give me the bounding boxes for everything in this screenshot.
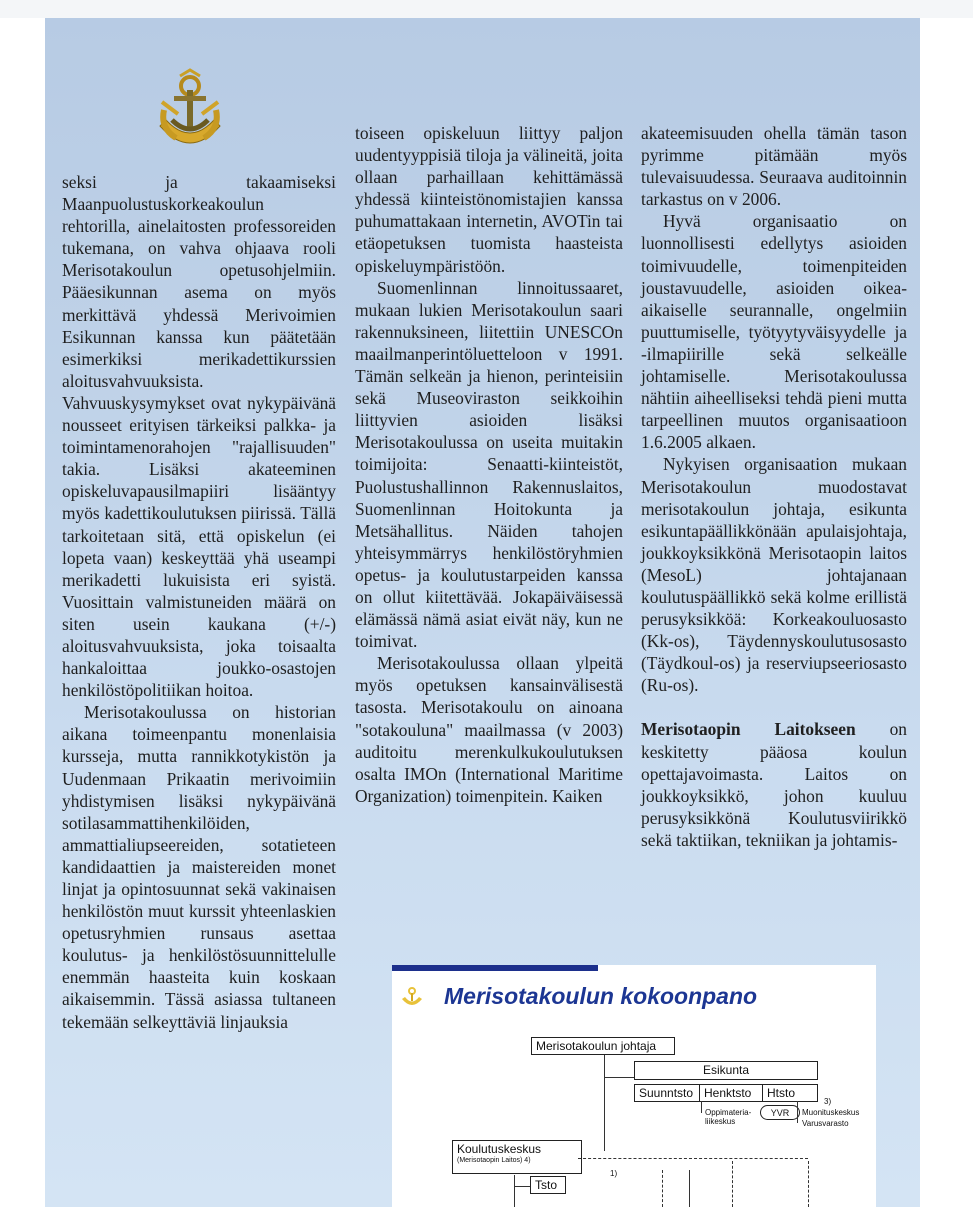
dashed-connector [732, 1161, 733, 1207]
staff-unit-box: Htsto [762, 1084, 818, 1102]
dashed-connector [808, 1161, 809, 1207]
paragraph: akateemisuuden ohella tämän tason pyrimme pitämään myös tulevaisuudessa. Seuraava auditoinnin tarkastus on v 2006. [641, 123, 907, 210]
paragraph [641, 718, 907, 851]
director-box: Merisotakoulun johtaja [531, 1037, 675, 1055]
paragraph: Merisotakoulussa on historian aikana toimeenpantu monenlaisia kursseja, mutta rannikkotykistön ja Uudenmaan Prikaatin merivoimiin yhdistymisen lisäksi nykypäivänä sotilasammattihenkilöiden, ammattialiupseereiden, sotatieteen kandidaattien ja maistereiden monet linjat ja opintosuunnat sekä vakinaisen henkilöstön muut kurssit yhteenlaskien opetusryhmien runsaus asettaa koulutus- ja henkilöstösuunnittelulle enemmän haasteita kuin koskaan aikaisemmin. Tässä asiassa tultaneen tekemään selkeyttäviä linjauksia [62, 702, 336, 1032]
dashed-connector [662, 1170, 663, 1207]
paragraph: Suomenlinnan linnoitussaaret, mukaan lukien Merisotakoulun saari rakennuksineen, liitettiin UNESCOn maailmanperintöluetteloon v 1991. Tämän selkeän ja hienon, perinteisiin sekä Museoviraston seikkoihin liittyvien asioiden lisäksi Merisotakoulussa on useita muitakin toimijoita: Senaatti-kiinteistöt, Puolustushallinnon Rakennuslaitos, Suomenlinnan Hoitokunta ja Metsähallitus. Näiden tahojen yhteisymmärrys henkilöstöryhmien opetus- ja koulutustarpeiden kanssa on ollut kiitettävää. Jokapäiväisessä elämässä nämä asiat eivät näy, kun ne toimivat. [355, 277, 623, 652]
paragraph: Hyvä organisaatio on luonnollisesti edellytys asioiden toimivuudelle, toimenpiteiden joustavuudelle, asioiden oikea-aikaiselle seurannalle, ongelmiin puuttumiselle, työtyytyväisyydelle ja -ilmapiirille sekä selkeälle johtamiselle. Merisotakoulussa nähtiin aiheelliseksi tehdä pieni mutta tarpeellinen muutos organisaatioon 1.6.2005 alkaen. [641, 211, 907, 453]
staff-box: Esikunta [634, 1061, 818, 1080]
connector-line [514, 1186, 530, 1187]
footnote-1: 1) [610, 1169, 618, 1178]
training-center-sublabel: (Merisotaopin Laitos) 4) [457, 1157, 531, 1164]
materials-center-label: Oppimateria- liikeskus [705, 1108, 752, 1126]
connector-line [701, 1101, 702, 1113]
connector-line [689, 1170, 690, 1207]
paragraph: Nykyisen organisaation mukaan Merisotakoulun muodostavat merisotakoulun johtaja, esikunta esikuntapäällikkönään apulaisjohtaja, joukkoyksikkönä Merisotaopin laitos (MesoL) johtajanaan koulutuspäällikkö sekä kolme erillistä perusyksikköä: Korkeakouluosasto (Kk-os), Täydennyskoulutusosasto (Täydkoul-os) ja reserviupseeriosasto (Ru-os). [641, 454, 907, 696]
subheading: Merisotaopin Laitokseen [641, 719, 856, 740]
staff-unit-box: Suunntsto [634, 1084, 700, 1102]
connector-line [514, 1175, 515, 1207]
paragraph: toiseen opiskeluun liittyy paljon uudentyyppisiä tiloja ja välineitä, joita ollaan parhaillaan kehittämässä yhdessä kiinteistönomistajien kanssa puhumattakaan internetin, AVOTin tai etäopetuksen tuomista haasteista opiskeluympäristöön. [355, 123, 623, 276]
right-unit-label: Varusvarasto [802, 1119, 849, 1128]
paragraph: seksi ja takaamiseksi Maanpuolustuskorkeakoulun rehtorilla, ainelaitosten professoreiden tukemana, on vahva ohjaava rooli Merisotakoulun opetusohjelmiin. Pääesikunnan asema on myös merkittävä yhdessä Merivoimien Esikunnan kanssa kun päätetään esimerkiksi merikadettikurssien aloitusvahvuuksista. Vahvuuskysymykset ovat nykypäivänä nousseet erityisen tärkeiksi palkka- ja toimintamenorahojen "rajallisuuden" takia. Lisäksi akateeminen opiskeluvapausilmapiiri lisääntyy myös kadettikoulutuksen piirissä. Tällä tarkoitetaan sitä, että opiskelun (ei lopeta vaan) keskeyttää yhä useampi merikadetti lukuisista eri syistä. Vuosittain valmistuneiden määrä on siten usein kaukana (+/-) aloitusvahvuuksista, joka toisaalta hankaloittaa joukko-osastojen henkilöstöpolitiikan hoitoa. [62, 172, 336, 701]
paragraph: Merisotakoulussa ollaan ylpeitä myös opetuksen kansainvälisestä tasosta. Merisotakoulu on ainoana "sotakouluna" maailmassa (v 2003) auditoitu merenkulkukoulutuksen osalta IMOn (International Maritime Organization) toimenpitein. Kaiken [355, 653, 623, 806]
paragraph-text: on keskitetty pääosa koulun opettajavoimasta. Laitos on joukkoyksikkö, johon kuuluu perusyksikkönä Koulutusviirikkö sekä taktiikan, tekniikan ja johtamis- [641, 719, 907, 850]
staff-unit-box: Henktsto [699, 1084, 765, 1102]
connector-line [604, 1055, 605, 1151]
training-center-label: Koulutuskeskus [457, 1142, 542, 1156]
text-column-3 [641, 122, 907, 851]
org-chart-title: Merisotakoulun kokoonpano [444, 983, 758, 1009]
training-center-box [452, 1140, 582, 1174]
connector-line [797, 1101, 798, 1123]
text-column-1 [62, 171, 336, 1033]
right-unit-label: Muonituskeskus [802, 1108, 860, 1117]
top-margin [0, 0, 973, 18]
org-chart [392, 965, 876, 1207]
training-tsto-box: Tsto [530, 1176, 566, 1194]
emblem-logo-icon [400, 985, 424, 1009]
naval-academy-emblem-icon [150, 68, 230, 152]
dashed-connector [578, 1158, 808, 1159]
title-bar [392, 965, 598, 971]
footnote-3: 3) [824, 1097, 832, 1106]
connector-line [604, 1077, 634, 1078]
text-column-2 [355, 122, 623, 807]
yvr-oval: YVR [760, 1105, 800, 1120]
